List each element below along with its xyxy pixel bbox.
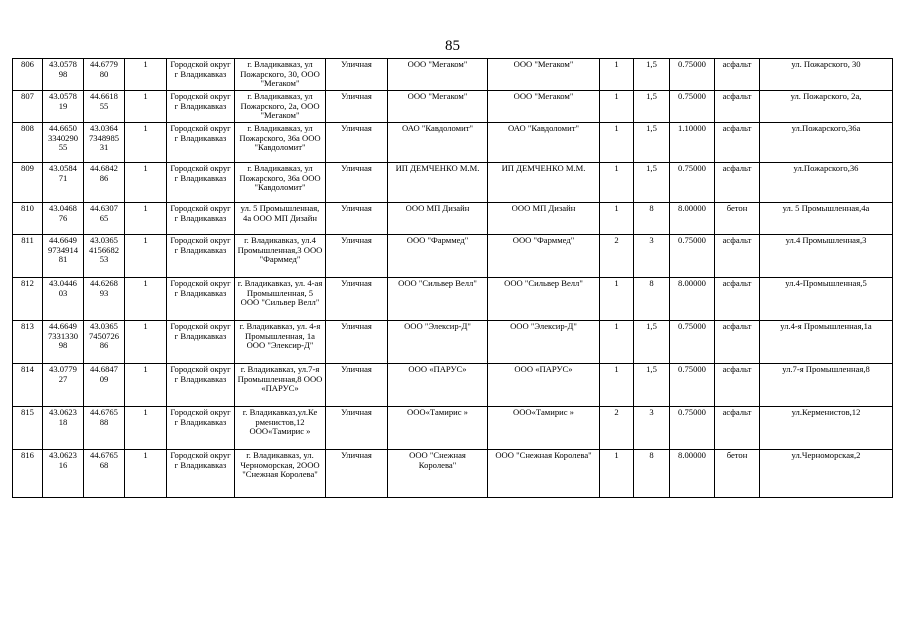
cell-district: Городской округ г Владикавказ [167, 91, 235, 123]
cell-address: г. Владикавказ, ул Пожарского, 30, ООО "Мегаком" [235, 59, 326, 91]
cell-district: Городской округ г Владикавказ [167, 364, 235, 407]
cell-address: г. Владикавказ,ул.Ке рменистов,12 ООО«Тамирис » [235, 407, 326, 450]
cell-count: 2 [600, 235, 634, 278]
cell-cat: 1 [125, 91, 167, 123]
cell-volume: 1,5 [634, 123, 670, 163]
cell-address: г. Владикавказ, ул Пожарского, 36а ООО "Кавдоломит" [235, 163, 326, 203]
cell-num: 816 [13, 450, 43, 498]
cell-operator: ООО "Мегаком" [488, 91, 600, 123]
cell-lon: 44.6307 65 [84, 203, 125, 235]
cell-type: Уличная [326, 321, 388, 364]
cell-num: 811 [13, 235, 43, 278]
cell-owner: ООО "Фарммед" [388, 235, 488, 278]
cell-volume: 1,5 [634, 321, 670, 364]
table-row [13, 364, 893, 407]
cell-type: Уличная [326, 203, 388, 235]
cell-area: 1.10000 [670, 123, 715, 163]
table-row [13, 163, 893, 203]
cell-num: 807 [13, 91, 43, 123]
cell-road: ул.4-Промышленная,5 [760, 278, 893, 321]
cell-cat: 1 [125, 278, 167, 321]
cell-lat: 44.6649 9734914 81 [43, 235, 84, 278]
cell-cat: 1 [125, 163, 167, 203]
cell-count: 1 [600, 450, 634, 498]
cell-road: ул.4 Промышленная,3 [760, 235, 893, 278]
cell-owner: ООО "Мегаком" [388, 91, 488, 123]
cell-volume: 1,5 [634, 59, 670, 91]
table-row [13, 91, 893, 123]
cell-volume: 3 [634, 235, 670, 278]
page-number: 85 [445, 38, 460, 54]
cell-address: г. Владикавказ, ул Пожарского, 36а ООО "Кавдоломит" [235, 123, 326, 163]
cell-lat: 43.0578 98 [43, 59, 84, 91]
cell-road: ул.Черноморская,2 [760, 450, 893, 498]
cell-surface: асфальт [715, 321, 760, 364]
cell-lat: 43.0584 71 [43, 163, 84, 203]
cell-road: ул.Пожарского,36а [760, 123, 893, 163]
cell-type: Уличная [326, 235, 388, 278]
cell-lat: 43.0446 03 [43, 278, 84, 321]
table-row [13, 235, 893, 278]
cell-volume: 1,5 [634, 91, 670, 123]
registry-table [12, 58, 893, 498]
cell-operator: ООО "Сильвер Велл" [488, 278, 600, 321]
table-row [13, 278, 893, 321]
cell-owner: ООО «ПАРУС» [388, 364, 488, 407]
cell-surface: асфальт [715, 91, 760, 123]
cell-address: г. Владикавказ, ул. 4-ая Промышленная, 5 ООО "Сильвер Велл" [235, 278, 326, 321]
cell-operator: ООО "Мегаком" [488, 59, 600, 91]
cell-surface: асфальт [715, 278, 760, 321]
cell-count: 1 [600, 123, 634, 163]
cell-address: ул. 5 Промышленная, 4а ООО МП Дизайн [235, 203, 326, 235]
cell-count: 1 [600, 278, 634, 321]
cell-district: Городской округ г Владикавказ [167, 163, 235, 203]
cell-owner: ОАО "Кавдоломит" [388, 123, 488, 163]
cell-operator: ООО "Элексир-Д" [488, 321, 600, 364]
cell-lat: 43.0779 27 [43, 364, 84, 407]
cell-lon: 44.6847 09 [84, 364, 125, 407]
table-row [13, 321, 893, 364]
cell-lat: 43.0468 76 [43, 203, 84, 235]
cell-volume: 1,5 [634, 163, 670, 203]
cell-cat: 1 [125, 123, 167, 163]
cell-volume: 1,5 [634, 364, 670, 407]
cell-lon: 44.6842 86 [84, 163, 125, 203]
cell-count: 1 [600, 203, 634, 235]
cell-area: 8.00000 [670, 450, 715, 498]
cell-count: 1 [600, 163, 634, 203]
cell-surface: асфальт [715, 59, 760, 91]
cell-district: Городской округ г Владикавказ [167, 321, 235, 364]
cell-area: 0.75000 [670, 59, 715, 91]
cell-cat: 1 [125, 59, 167, 91]
cell-num: 813 [13, 321, 43, 364]
cell-cat: 1 [125, 364, 167, 407]
cell-address: г. Владикавказ, ул Пожарского, 2а, ООО "Мегаком" [235, 91, 326, 123]
cell-count: 2 [600, 407, 634, 450]
cell-area: 0.75000 [670, 407, 715, 450]
cell-operator: ООО«Тамирис » [488, 407, 600, 450]
table-body [13, 59, 893, 498]
cell-type: Уличная [326, 450, 388, 498]
cell-lon: 44.6618 55 [84, 91, 125, 123]
cell-surface: асфальт [715, 235, 760, 278]
cell-area: 0.75000 [670, 91, 715, 123]
cell-district: Городской округ г Владикавказ [167, 123, 235, 163]
cell-num: 809 [13, 163, 43, 203]
cell-owner: ООО МП Дизайн [388, 203, 488, 235]
cell-num: 810 [13, 203, 43, 235]
cell-road: ул. Пожарского, 30 [760, 59, 893, 91]
cell-type: Уличная [326, 123, 388, 163]
cell-num: 808 [13, 123, 43, 163]
cell-lat: 44.6649 7331330 98 [43, 321, 84, 364]
cell-operator: ООО «ПАРУС» [488, 364, 600, 407]
cell-volume: 3 [634, 407, 670, 450]
cell-type: Уличная [326, 163, 388, 203]
cell-district: Городской округ г Владикавказ [167, 278, 235, 321]
cell-district: Городской округ г Владикавказ [167, 59, 235, 91]
cell-operator: ООО "Снежная Королева" [488, 450, 600, 498]
cell-count: 1 [600, 364, 634, 407]
cell-area: 8.00000 [670, 278, 715, 321]
cell-address: г. Владикавказ, ул. 4-я Промышленная, 1а ООО "Элексир-Д" [235, 321, 326, 364]
cell-district: Городской округ г Владикавказ [167, 235, 235, 278]
cell-surface: бетон [715, 450, 760, 498]
cell-volume: 8 [634, 450, 670, 498]
cell-lon: 43.0365 7450726 86 [84, 321, 125, 364]
cell-count: 1 [600, 59, 634, 91]
cell-count: 1 [600, 91, 634, 123]
cell-address: г. Владикавказ, ул. Черноморская, 2ООО "Снежная Королева" [235, 450, 326, 498]
cell-operator: ОАО "Кавдоломит" [488, 123, 600, 163]
cell-road: ул.7-я Промышленная,8 [760, 364, 893, 407]
cell-surface: бетон [715, 203, 760, 235]
cell-lon: 43.0365 4156682 53 [84, 235, 125, 278]
cell-cat: 1 [125, 235, 167, 278]
cell-cat: 1 [125, 407, 167, 450]
cell-cat: 1 [125, 450, 167, 498]
cell-surface: асфальт [715, 123, 760, 163]
cell-surface: асфальт [715, 163, 760, 203]
cell-num: 815 [13, 407, 43, 450]
cell-num: 806 [13, 59, 43, 91]
cell-owner: ООО "Снежная Королева" [388, 450, 488, 498]
cell-cat: 1 [125, 321, 167, 364]
cell-area: 0.75000 [670, 235, 715, 278]
cell-operator: ООО "Фарммед" [488, 235, 600, 278]
cell-district: Городской округ г Владикавказ [167, 450, 235, 498]
cell-owner: ООО "Мегаком" [388, 59, 488, 91]
table-row [13, 450, 893, 498]
cell-volume: 8 [634, 278, 670, 321]
cell-road: ул.Пожарского,36 [760, 163, 893, 203]
cell-num: 812 [13, 278, 43, 321]
cell-area: 0.75000 [670, 163, 715, 203]
cell-type: Уличная [326, 91, 388, 123]
cell-volume: 8 [634, 203, 670, 235]
table-row [13, 123, 893, 163]
cell-cat: 1 [125, 203, 167, 235]
cell-address: г. Владикавказ, ул.4 Промышленная,3 ООО "Фарммед" [235, 235, 326, 278]
cell-district: Городской округ г Владикавказ [167, 407, 235, 450]
cell-num: 814 [13, 364, 43, 407]
table-row [13, 203, 893, 235]
cell-address: г. Владикавказ, ул.7-я Промышленная,8 ООО «ПАРУС» [235, 364, 326, 407]
cell-lon: 44.6268 93 [84, 278, 125, 321]
cell-surface: асфальт [715, 407, 760, 450]
cell-type: Уличная [326, 59, 388, 91]
cell-area: 0.75000 [670, 321, 715, 364]
cell-lon: 44.6779 80 [84, 59, 125, 91]
cell-type: Уличная [326, 278, 388, 321]
table-row [13, 59, 893, 91]
cell-operator: ООО МП Дизайн [488, 203, 600, 235]
cell-owner: ООО«Тамирис » [388, 407, 488, 450]
cell-lon: 44.6765 88 [84, 407, 125, 450]
cell-lat: 43.0623 18 [43, 407, 84, 450]
cell-lat: 43.0578 19 [43, 91, 84, 123]
cell-road: ул.4-я Промышленная,1а [760, 321, 893, 364]
cell-district: Городской округ г Владикавказ [167, 203, 235, 235]
cell-lat: 43.0623 16 [43, 450, 84, 498]
cell-lon: 43.0364 7348985 31 [84, 123, 125, 163]
cell-type: Уличная [326, 364, 388, 407]
cell-surface: асфальт [715, 364, 760, 407]
cell-area: 8.00000 [670, 203, 715, 235]
cell-owner: ООО "Элексир-Д" [388, 321, 488, 364]
table-row [13, 407, 893, 450]
cell-lat: 44.6650 3340290 55 [43, 123, 84, 163]
cell-road: ул. Пожарского, 2а, [760, 91, 893, 123]
cell-owner: ООО "Сильвер Велл" [388, 278, 488, 321]
cell-type: Уличная [326, 407, 388, 450]
cell-count: 1 [600, 321, 634, 364]
cell-area: 0.75000 [670, 364, 715, 407]
cell-road: ул.Керменистов,12 [760, 407, 893, 450]
cell-road: ул. 5 Промышленная,4а [760, 203, 893, 235]
cell-lon: 44.6765 68 [84, 450, 125, 498]
cell-operator: ИП ДЕМЧЕНКО М.М. [488, 163, 600, 203]
cell-owner: ИП ДЕМЧЕНКО М.М. [388, 163, 488, 203]
